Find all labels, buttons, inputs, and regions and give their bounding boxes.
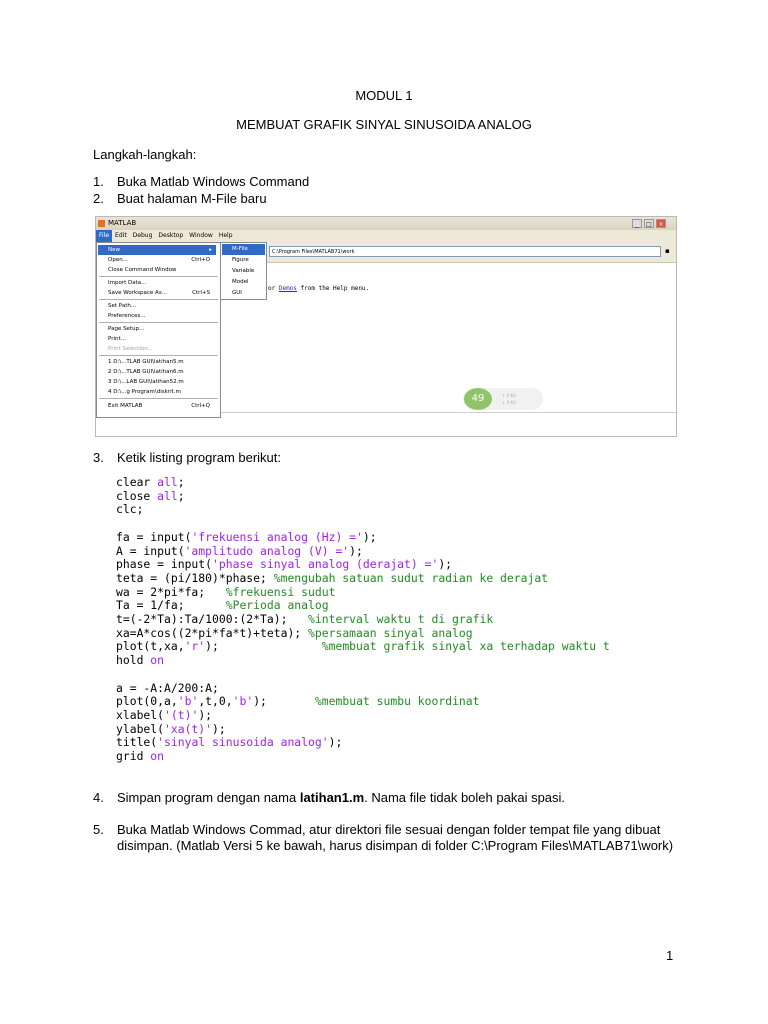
menu-item-preferences[interactable]: Preferences... (108, 313, 146, 319)
code-listing (116, 476, 610, 764)
menu-item-set-path[interactable]: Set Path... (108, 303, 137, 309)
step-number: 1. (93, 174, 104, 189)
menu-desktop[interactable]: Desktop (158, 232, 184, 239)
step-number: 5. (93, 822, 104, 837)
window-title: MATLAB (108, 219, 137, 227)
new-submenu (220, 242, 267, 300)
code-line: A = input('amplitudo analog (V) ='); (116, 543, 363, 558)
menu-item-new[interactable]: New ▸ (98, 245, 216, 255)
code-line: grid on (116, 749, 165, 764)
maximize-icon[interactable]: □ (644, 219, 654, 228)
step-5 (0, 822, 768, 856)
menu-item-recent-4[interactable]: 4 D:\...g Program\diskrit.m (108, 389, 181, 395)
menu-item-save-workspace[interactable]: Save Workspace As... Ctrl+S (108, 290, 210, 296)
code-line: title('sinyal sinusoida analog'); (116, 735, 343, 750)
menu-item-close-command-window[interactable]: Close Command Window (108, 267, 177, 273)
demos-link[interactable]: Demos (278, 285, 297, 292)
command-hint: or Demos from the Help menu. (268, 285, 370, 292)
menu-item-recent-1[interactable]: 1 D:\...TLAB GUI\latihan5.m (108, 359, 184, 365)
step-number: 3. (93, 450, 104, 465)
code-line: wa = 2*pi*fa; %frekuensi sudut (116, 584, 336, 599)
menu-debug[interactable]: Debug (132, 232, 153, 239)
code-line: ylabel('xa(t)'); (116, 721, 226, 736)
menu-help[interactable]: Help (218, 232, 233, 239)
step-2 (0, 191, 768, 207)
close-icon[interactable]: × (656, 219, 666, 228)
step-text: Buka Matlab Windows Command (117, 174, 310, 189)
minimize-icon[interactable]: _ (632, 219, 642, 228)
submenu-item-model[interactable]: Model (232, 279, 249, 285)
code-line: plot(0,a,'b',t,0,'b'); %membuat sumbu koordinat (116, 694, 480, 709)
current-directory-field[interactable]: C:\Program Files\MATLAB71\work (269, 246, 661, 257)
step-text-line-2: disimpan. (Matlab Versi 5 ke bawah, harus disimpan di folder C:\Program Files\MATLAB71\work) (117, 838, 674, 853)
steps-heading: Langkah-langkah: (93, 147, 197, 162)
menu-item-import-data[interactable]: Import Data... (108, 280, 147, 286)
step-text: Ketik listing program berikut: (117, 450, 282, 465)
matlab-screenshot (95, 216, 677, 437)
code-line: clear all; (116, 475, 185, 489)
menu-item-open[interactable]: Open... Ctrl+O (108, 257, 210, 263)
code-line: hold on (116, 653, 165, 668)
menu-window[interactable]: Window (189, 232, 213, 239)
step-number: 2. (93, 191, 104, 206)
submenu-item-gui[interactable]: GUI (232, 290, 242, 296)
code-line: phase = input('phase sinyal analog (derajat) ='); (116, 557, 453, 572)
module-label: MODUL 1 (355, 88, 413, 103)
step-3 (0, 450, 768, 466)
code-line: xa=A*cos((2*pi*fa*t)+teta); %persamaan sinyal analog (116, 625, 473, 640)
matlab-logo-icon (98, 220, 105, 227)
menu-separator (99, 322, 218, 323)
badge-rates: ↑ 0 K/s ↓ 0 K/s (502, 393, 517, 405)
step-1 (0, 174, 768, 190)
network-speed-badge (463, 388, 543, 410)
menu-separator (99, 398, 218, 399)
file-menu (96, 242, 221, 418)
browse-folder-icon[interactable]: ▪ (665, 247, 670, 255)
file-name: latihan1.m (299, 790, 365, 805)
code-line: close all; (116, 488, 185, 503)
menu-bar (96, 230, 676, 242)
submenu-item-figure[interactable]: Figure (232, 257, 249, 263)
code-line: a = -A:A/200:A; (116, 680, 219, 695)
menu-edit[interactable]: Edit (115, 232, 127, 239)
code-line: fa = input('frekuensi analog (Hz) ='); (116, 529, 377, 544)
submenu-item-m-file[interactable]: M-File (222, 244, 265, 255)
code-line: xlabel('(t)'); (116, 707, 213, 722)
menu-item-page-setup[interactable]: Page Setup... (108, 326, 145, 332)
window-titlebar (96, 217, 676, 230)
code-line: Ta = 1/fa; %Perioda analog (116, 598, 329, 613)
step-text: Buat halaman M-File baru (117, 191, 267, 206)
menu-item-recent-2[interactable]: 2 D:\...TLAB GUI\latihan6.m (108, 369, 184, 375)
document-title: MEMBUAT GRAFIK SINYAL SINUSOIDA ANALOG (236, 117, 532, 132)
step-text: Simpan program dengan nama latihan1.m. Nama file tidak boleh pakai spasi. (117, 790, 566, 805)
menu-file[interactable]: File (96, 230, 112, 242)
menu-separator (99, 299, 218, 300)
menu-item-print[interactable]: Print... (108, 336, 126, 342)
submenu-item-variable[interactable]: Variable (232, 268, 255, 274)
menu-item-print-selection[interactable]: Print Selection... (108, 346, 153, 352)
page-number: 1 (666, 948, 674, 963)
menu-item-recent-3[interactable]: 3 D:\...LAB GUI\latihan52.m (108, 379, 184, 385)
step-number: 4. (93, 790, 104, 805)
badge-value: 49 (464, 388, 492, 410)
step-4 (0, 790, 768, 806)
code-line: teta = (pi/180)*phase; %mengubah satuan sudut radian ke derajat (116, 570, 549, 585)
code-line: clc; (116, 502, 144, 517)
code-line: plot(t,xa,'r'); %membuat grafik sinyal xa terhadap waktu t (116, 639, 610, 654)
menu-separator (99, 355, 218, 356)
code-line: t=(-2*Ta):Ta/1000:(2*Ta); %interval waktu t di grafik (116, 612, 494, 627)
menu-item-exit[interactable]: Exit MATLAB Ctrl+Q (108, 403, 210, 409)
step-text-line-1: Buka Matlab Windows Commad, atur direktori file sesuai dengan folder tempat file yang dibuat (117, 822, 661, 837)
menu-separator (99, 276, 218, 277)
